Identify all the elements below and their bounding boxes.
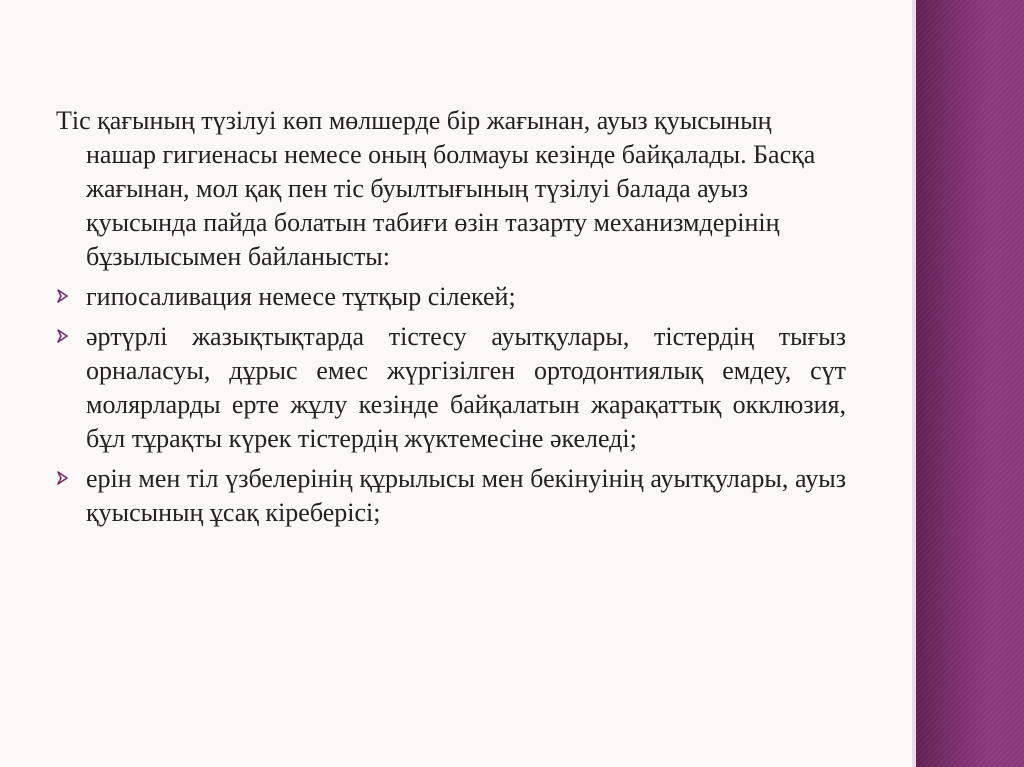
- list-item: [56, 320, 846, 456]
- decorative-side-strip-texture: [916, 0, 1024, 767]
- list-item-text: әртүрлі жазықтықтарда тістесу ауытқулары, тістердің тығыз орналасуы, дұрыс емес жүргізілген ортодонтиялық емдеу, сүт молярларды ерте жұлу кезінде байқалатын жарақаттық окклюзия, бұл тұрақты күрек тістердің жүктемесіне әкеледі;: [86, 322, 846, 453]
- slide-body: [56, 104, 846, 536]
- list-item: [56, 280, 846, 314]
- arrow-bullet-icon: [56, 470, 70, 486]
- arrow-bullet-icon: [56, 288, 70, 304]
- list-item: [56, 462, 846, 530]
- intro-paragraph: Тіс қағының түзілуі көп мөлшерде бір жағынан, ауыз қуысының нашар гигиенасы немесе оның болмауы кезінде байқалады. Басқа жағынан, мол қақ пен тіс буылтығының түзілуі балада ауыз қуысында пайда болатын табиғи өзін тазарту механизмдерінің бұзылысымен байланысты:: [56, 106, 816, 271]
- list-item-text: гипосаливация немесе тұтқыр сілекей;: [86, 282, 516, 311]
- arrow-bullet-icon: [56, 328, 70, 344]
- decorative-side-strip-edge: [912, 0, 916, 767]
- bullet-list: [56, 280, 846, 530]
- list-item-text: ерін мен тіл үзбелерінің құрылысы мен бекінуінің ауытқулары, ауыз қуысының ұсақ кіреберісі;: [86, 464, 846, 527]
